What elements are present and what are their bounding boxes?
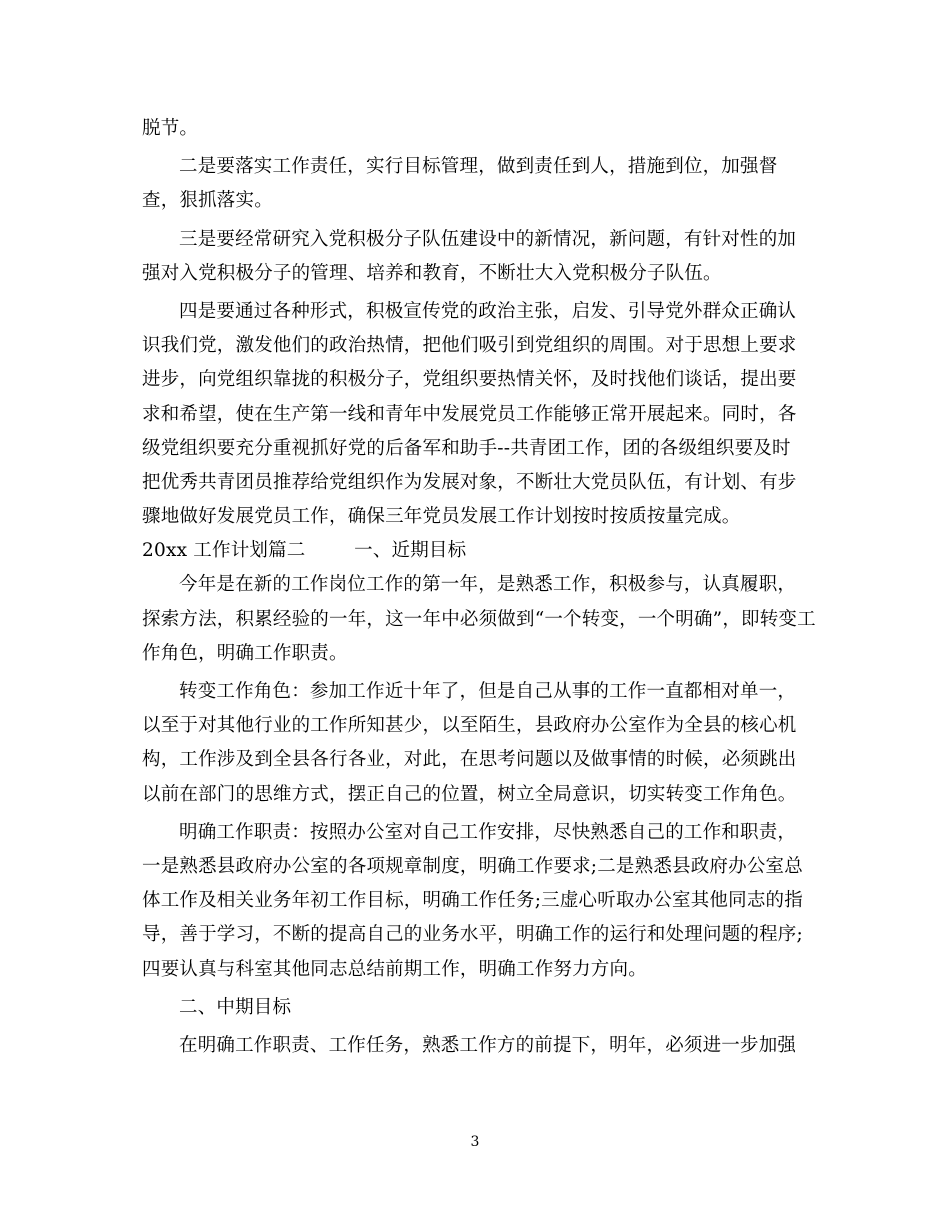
paragraph-4 [142,295,804,534]
paragraph-8 [142,816,804,987]
text-line: 以至于对其他行业的工作所知甚少，以至陌生，县政府办公室作为全县的核心机 [142,715,797,737]
text-line: 在明确工作职责、工作任务，熟悉工作方的前提下，明年，必须进一步加强 [179,1034,797,1056]
text-line: 以前在部门的思维方式，摆正自己的位置，树立全局意识，切实转变工作角色。 [142,783,797,805]
text-line: 今年是在新的工作岗位工作的第一年，是熟悉工作，积极参与，认真履职， [179,574,797,596]
paragraph-10 [142,1029,804,1063]
text-line: 导，善于学习，不断的提高自己的业务水平，明确工作的运行和处理问题的程序; [142,924,803,946]
text-line: 强对入党积极分子的管理、培养和教育，不断壮大入党积极分子队伍。 [142,262,722,284]
text-line: 体工作及相关业务年初工作目标，明确工作任务;三虚心听取办公室其他同志的指 [142,890,803,912]
text-line: 转变工作角色：参加工作近十年了，但是自己从事的工作一直都相对单一， [179,681,797,702]
text-line: 脱节。 [142,118,199,139]
paragraph-2 [142,150,804,218]
text-line: 四是要通过各种形式，积极宣传党的政治主张，启发、引导党外群众正确认 [179,300,797,322]
text-line: 进步，向党组织靠拢的积极分子，党组织要热情关怀，及时找他们谈话，提出要 [142,369,797,391]
text-line: 识我们党，激发他们的政治热情，把他们吸引到党组织的周围。对于思想上要求 [142,335,797,357]
text-line: 作角色，明确工作职责。 [142,642,348,664]
heading-line: 20xx 工作计划篇二 一、近期目标 [142,540,467,562]
text-line: 二、中期目标 [179,996,292,1018]
text-line: 四要认真与科室其他同志总结前期工作，明确工作努力方向。 [142,958,647,980]
text-line: 一是熟悉县政府办公室的各项规章制度，明确工作要求;二是熟悉县政府办公室总 [142,855,803,877]
text-line: 查，狠抓落实。 [142,190,273,212]
text-line: 探索方法，积累经验的一年，这一年中必须做到“一个转变，一个明确”，即转变工 [142,608,816,630]
paragraph-6 [142,568,816,671]
text-line: 把优秀共青团员推荐给党组织作为发展对象，不断壮大党员队伍，有计划、有步 [142,471,797,493]
page-number: 3 [470,1134,480,1150]
paragraph-1 [142,112,804,146]
text-line: 构，工作涉及到全县各行各业，对此，在思考问题以及做事情的时候，必须跳出 [142,749,797,771]
text-line: 求和希望，使在生产第一线和青年中发展党员工作能够正常开展起来。同时，各 [142,403,797,425]
paragraph-9 [142,991,804,1025]
text-line: 骤地做好发展党员工作，确保三年党员发展工作计划按时按质按量完成。 [142,506,741,528]
paragraph-3 [142,223,804,291]
paragraph-7 [142,675,804,812]
text-line: 级党组织要充分重视抓好党的后备军和助手--共青团工作，团的各级组织要及时 [142,437,791,459]
section-heading [142,534,804,568]
text-line: 二是要落实工作责任，实行目标管理，做到责任到人，措施到位，加强督 [179,156,778,178]
text-line: 三是要经常研究入党积极分子队伍建设中的新情况，新问题，有针对性的加 [179,228,797,250]
document-body [142,112,816,1063]
text-line: 明确工作职责：按照办公室对自己工作安排，尽快熟悉自己的工作和职责， [179,821,797,843]
